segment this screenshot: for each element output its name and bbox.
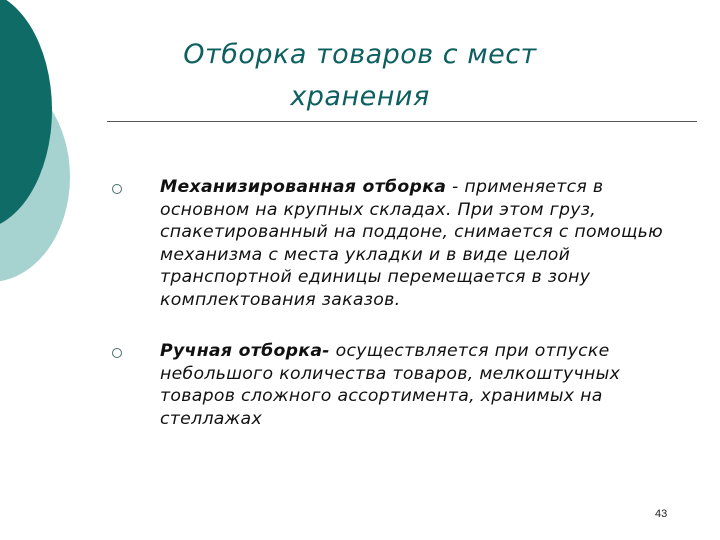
- bullet-body: осуществляется при отпуске небольшого количества товаров, мелкоштучных товаров сложного ассортимента, хранимых на стеллажах: [160, 341, 621, 429]
- bullet-lead: Механизированная отборка: [160, 177, 447, 197]
- bullet-marker-icon: [112, 348, 122, 358]
- page-number: 43: [655, 508, 668, 520]
- bullet-lead: Ручная отборка-: [160, 341, 330, 361]
- bullet-item: [160, 340, 670, 430]
- decorative-circles: [0, 0, 120, 300]
- slide-title: Отборка товаров с мест хранения: [183, 39, 537, 112]
- bullet-marker-icon: [112, 184, 122, 194]
- bullet-body: - применяется в основном на крупных складах. При этом груз, спакетированный на поддоне, снимается с помощью механизма с места укладки и в виде целой транспортной единицы перемещается в зону комплектования заказов.: [160, 177, 664, 310]
- title-divider: [107, 121, 697, 122]
- bullet-item: [160, 176, 670, 311]
